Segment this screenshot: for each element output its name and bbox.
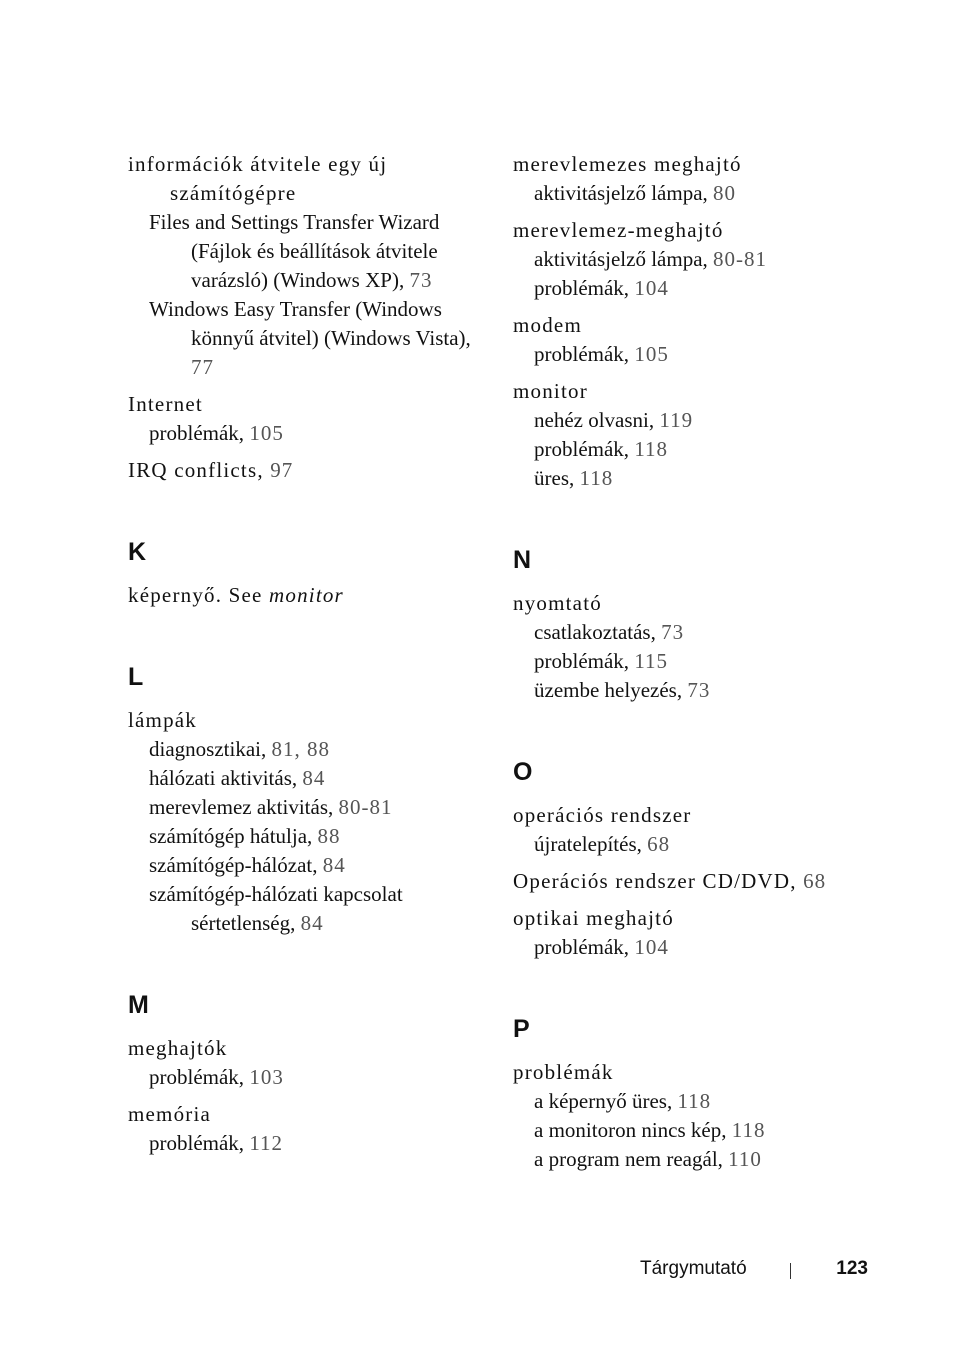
term-text: modem (513, 313, 582, 337)
page-ref: 84 (322, 853, 346, 877)
index-entry (513, 1058, 873, 1174)
term-text: problémák (513, 1060, 614, 1084)
term-text: memória (128, 1102, 212, 1126)
index-column-left (128, 150, 488, 1166)
index-subentry (128, 822, 488, 851)
index-subentry (513, 179, 873, 208)
subentry-text: problémák, (534, 437, 635, 461)
subentry-text: aktivitásjelző lámpa, (534, 247, 714, 271)
index-subentry (513, 435, 873, 464)
term-text: operációs rendszer (513, 803, 692, 827)
page-ref: 68 (647, 832, 671, 856)
page-footer (560, 1255, 868, 1283)
page-ref: 80-81 (713, 247, 768, 271)
subentry-text: Files and Settings Transfer Wizard (Fájlok és beállítások átvitele varázsló) (Windows XP), (149, 210, 440, 292)
index-subentry (513, 464, 873, 493)
page-ref: 112 (249, 1131, 284, 1155)
index-term (513, 867, 873, 896)
index-term (513, 311, 873, 340)
subentry-text: újratelepítés, (534, 832, 648, 856)
index-term (128, 581, 488, 610)
page-ref: 104 (634, 935, 669, 959)
index-entry (513, 867, 873, 896)
page-ref: 80 (713, 181, 737, 205)
term-text: IRQ conflicts, (128, 458, 271, 482)
index-entry (128, 1034, 488, 1092)
index-subentry (513, 1145, 873, 1174)
section-letter: O (513, 758, 533, 786)
index-entry (513, 216, 873, 303)
index-subentry (128, 1063, 488, 1092)
term-text: képernyő. See (128, 583, 270, 607)
index-subentry (513, 676, 873, 705)
footer-separator (790, 1263, 791, 1279)
page-ref: 118 (579, 466, 614, 490)
page-ref: 105 (249, 421, 284, 445)
subentry-text: számítógép-hálózat, (149, 853, 323, 877)
index-subentry (128, 1129, 488, 1158)
index-term (128, 1100, 488, 1129)
section-letter: P (513, 1015, 530, 1043)
subentry-text: nehéz olvasni, (534, 408, 660, 432)
term-text: információk átvitele egy új számítógépre (128, 152, 388, 205)
subentry-text: a program nem reagál, (534, 1147, 729, 1171)
index-subentry (128, 764, 488, 793)
page-ref: 119 (659, 408, 694, 432)
page-ref: 103 (249, 1065, 284, 1089)
term-text: merevlemezes meghajtó (513, 152, 742, 176)
term-text: merevlemez-meghajtó (513, 218, 724, 242)
index-entry (513, 150, 873, 208)
subentry-text: problémák, (149, 1065, 250, 1089)
page-ref: 84 (302, 766, 326, 790)
page-ref: 118 (731, 1118, 766, 1142)
page-ref: 73 (687, 678, 711, 702)
page-ref: 77 (191, 355, 214, 379)
index-term (128, 150, 488, 208)
subentry-text: üzembe helyezés, (534, 678, 688, 702)
index-term (128, 706, 488, 735)
page-number: 123 (836, 1258, 868, 1279)
index-entry (128, 390, 488, 448)
index-subentry (513, 1116, 873, 1145)
term-text: optikai meghajtó (513, 906, 674, 930)
page-ref: 81, 88 (271, 737, 330, 761)
index-subentry (128, 295, 488, 382)
index-subentry (513, 618, 873, 647)
page-ref: 97 (270, 458, 294, 482)
index-entry (128, 581, 488, 610)
index-subentry (128, 851, 488, 880)
subentry-text: problémák, (534, 649, 635, 673)
index-term (128, 456, 488, 485)
section-letter: L (128, 663, 144, 691)
index-subentry (513, 830, 873, 859)
subentry-text: a képernyő üres, (534, 1089, 678, 1113)
term-text: nyomtató (513, 591, 602, 615)
index-term (513, 1058, 873, 1087)
page-ref: 73 (661, 620, 685, 644)
index-term (513, 377, 873, 406)
index-entry (513, 801, 873, 859)
subentry-text: merevlemez aktivitás, (149, 795, 339, 819)
see-target: monitor (269, 583, 344, 607)
index-entry (128, 706, 488, 938)
index-term (513, 216, 873, 245)
subentry-text: Windows Easy Transfer (Windows könnyű átvitel) (Windows Vista), (149, 297, 471, 350)
page-ref: 115 (634, 649, 669, 673)
index-subentry (128, 793, 488, 822)
page-ref: 84 (300, 911, 324, 935)
page-ref: 105 (634, 342, 669, 366)
term-text: monitor (513, 379, 588, 403)
index-entry (513, 311, 873, 369)
subentry-text: problémák, (534, 276, 635, 300)
subentry-text: problémák, (534, 935, 635, 959)
index-subentry (513, 274, 873, 303)
index-term (513, 904, 873, 933)
subentry-text: aktivitásjelző lámpa, (534, 181, 714, 205)
page-ref: 73 (409, 268, 433, 292)
page-ref: 68 (803, 869, 827, 893)
page-ref: 110 (728, 1147, 762, 1171)
index-subentry (128, 208, 488, 295)
index-term (513, 801, 873, 830)
index-term (513, 150, 873, 179)
index-subentry (128, 880, 488, 938)
section-letter: K (128, 538, 147, 566)
index-term (513, 589, 873, 618)
page-ref: 80-81 (338, 795, 393, 819)
index-term (128, 390, 488, 419)
page-ref: 88 (317, 824, 341, 848)
index-entry (128, 1100, 488, 1158)
index-term (128, 1034, 488, 1063)
index-subentry (513, 245, 873, 274)
index-column-right (513, 150, 873, 1182)
index-subentry (128, 419, 488, 448)
subentry-text: csatlakoztatás, (534, 620, 662, 644)
index-entry (128, 150, 488, 382)
subentry-text: a monitoron nincs kép, (534, 1118, 732, 1142)
term-text: Internet (128, 392, 203, 416)
index-subentry (513, 933, 873, 962)
subentry-text: számítógép hátulja, (149, 824, 318, 848)
section-letter: N (513, 546, 532, 574)
footer-title: Tárgymutató (640, 1258, 747, 1279)
index-entry (513, 904, 873, 962)
index-subentry (513, 406, 873, 435)
subentry-text: diagnosztikai, (149, 737, 272, 761)
term-text: lámpák (128, 708, 198, 732)
term-text: Operációs rendszer CD/DVD, (513, 869, 804, 893)
index-subentry (513, 647, 873, 676)
index-subentry (128, 735, 488, 764)
index-entry (128, 456, 488, 485)
subentry-text: hálózati aktivitás, (149, 766, 303, 790)
index-subentry (513, 340, 873, 369)
subentry-text: problémák, (534, 342, 635, 366)
subentry-text: problémák, (149, 1131, 250, 1155)
subentry-text: problémák, (149, 421, 250, 445)
term-text: meghajtók (128, 1036, 228, 1060)
section-letter: M (128, 991, 149, 1019)
subentry-text: számítógép-hálózati kapcsolat sértetlenség, (149, 882, 403, 935)
page-ref: 104 (634, 276, 669, 300)
page-ref: 118 (677, 1089, 712, 1113)
subentry-text: üres, (534, 466, 580, 490)
index-entry (513, 377, 873, 493)
index-subentry (513, 1087, 873, 1116)
index-entry (513, 589, 873, 705)
page-ref: 118 (634, 437, 669, 461)
